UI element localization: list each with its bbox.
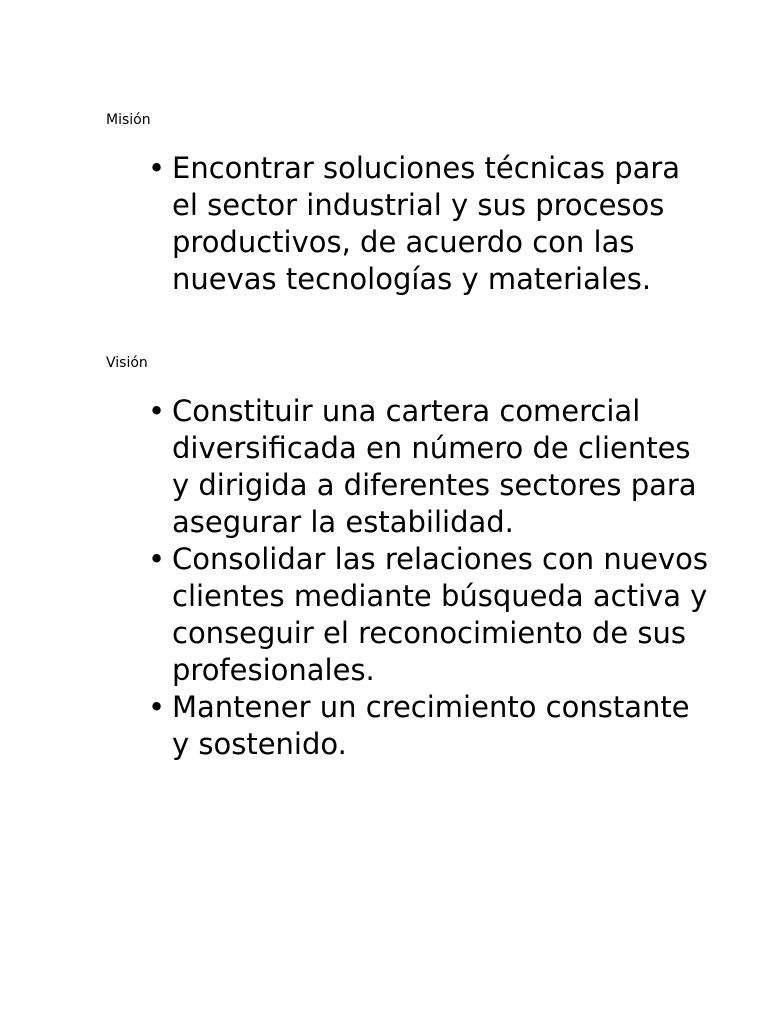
list-item-text: Encontrar soluciones técnicas para el sector industrial y sus procesos productivos, de acuerdo con las nuevas tecnologías y materiales.: [172, 151, 681, 296]
bullet-icon: •: [148, 394, 166, 428]
list-item: [148, 393, 708, 541]
mision-list: [148, 150, 708, 298]
bullet-icon: •: [148, 542, 166, 576]
bullet-icon: •: [148, 690, 166, 724]
bullet-icon: •: [148, 151, 166, 185]
list-item: [148, 150, 708, 298]
list-item: [148, 541, 708, 689]
list-item-text: Constituir una cartera comercial diversificada en número de clientes y dirigida a diferentes sectores para asegurar la estabilidad.: [172, 394, 697, 539]
mision-heading: Misión: [106, 112, 151, 128]
vision-list: [148, 393, 708, 763]
list-item: [148, 689, 708, 763]
list-item-text: Mantener un crecimiento constante y sostenido.: [172, 690, 690, 761]
list-item-text: Consolidar las relaciones con nuevos clientes mediante búsqueda activa y conseguir el reconocimiento de sus profesionales.: [172, 542, 708, 687]
vision-heading: Visión: [106, 355, 148, 371]
